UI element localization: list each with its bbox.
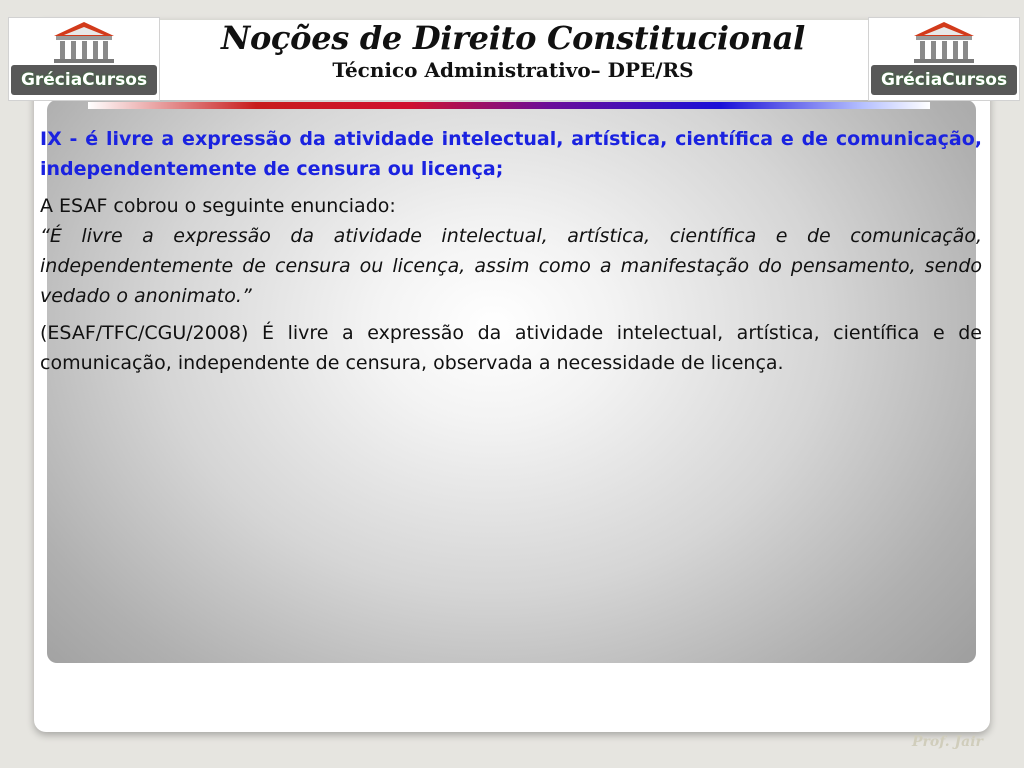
esaf-intro: A ESAF cobrou o seguinte enunciado: — [40, 195, 396, 217]
paragraph-exam-question: (ESAF/TFC/CGU/2008) É livre a expressão da atividade intelectual, artística, científica e de comunicação, independente de censura, observada a necessidade de licença. — [40, 322, 982, 374]
slide-body — [40, 124, 982, 385]
esaf-quote: “É livre a expressão da atividade intelectual, artística, científica e de comunicação, independentemente de censura ou licença, assim como a manifestação do pensamento, sendo vedado o anonimato.” — [40, 225, 982, 307]
footer-credit: Prof. Jair — [912, 734, 983, 750]
title-block — [160, 18, 866, 82]
paragraph-constitution-item: IX - é livre a expressão da atividade intelectual, artística, científica e de comunicação, independentemente de censura ou licença; — [40, 128, 982, 180]
greek-temple-icon — [912, 20, 976, 66]
logo-left — [8, 17, 160, 101]
page-title: Noções de Direito Constitucional — [221, 19, 805, 57]
header-gradient-bar — [88, 102, 930, 109]
greek-temple-icon — [52, 20, 116, 66]
paragraph-esaf-statement — [40, 191, 982, 311]
logo-right — [868, 17, 1020, 101]
page-subtitle: Técnico Administrativo– DPE/RS — [332, 58, 694, 82]
logo-wordmark: GréciaCursos — [871, 65, 1017, 95]
logo-wordmark: GréciaCursos — [11, 65, 157, 95]
